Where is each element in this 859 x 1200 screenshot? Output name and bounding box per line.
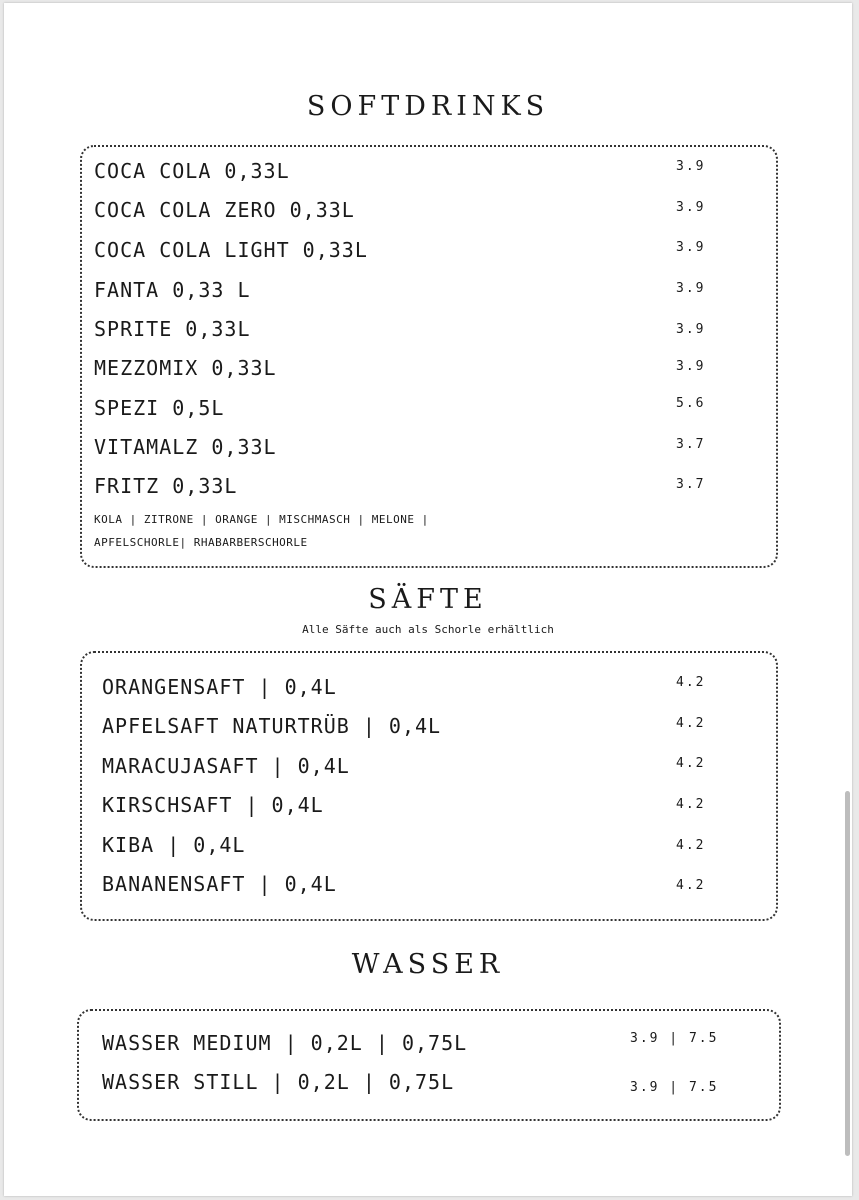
- item-name: COCA COLA ZERO 0,33L: [94, 198, 355, 222]
- item-price: 3.9: [676, 240, 706, 255]
- item-name: SPEZI 0,5L: [94, 396, 225, 420]
- menu-item: [82, 198, 776, 228]
- item-name: KIRSCHSAFT | 0,4L: [102, 793, 324, 817]
- menu-page: [4, 3, 852, 1196]
- item-name: SPRITE 0,33L: [94, 317, 251, 341]
- item-name: KIBA | 0,4L: [102, 833, 246, 857]
- section-subtitle-saefte: Alle Säfte auch als Schorle erhältlich: [302, 623, 554, 636]
- menu-item: [82, 356, 776, 386]
- saefte-box: [80, 651, 778, 921]
- menu-item: [79, 1070, 779, 1100]
- item-price: 4.2: [676, 878, 706, 893]
- item-price: 3.9 | 7.5: [630, 1031, 719, 1046]
- menu-item: [82, 793, 776, 823]
- item-name: WASSER STILL | 0,2L | 0,75L: [102, 1070, 455, 1094]
- softdrinks-note-line2: APFELSCHORLE| RHABARBERSCHORLE: [94, 536, 308, 549]
- item-price: 3.7: [676, 437, 706, 452]
- menu-item: [82, 754, 776, 784]
- item-name: COCA COLA 0,33L: [94, 159, 290, 183]
- menu-item: [82, 675, 776, 705]
- item-price: 4.2: [676, 797, 706, 812]
- item-price: 4.2: [676, 675, 706, 690]
- item-price: 3.9: [676, 159, 706, 174]
- item-name: APFELSAFT NATURTRÜB | 0,4L: [102, 714, 442, 738]
- menu-item: [82, 435, 776, 465]
- item-name: FRITZ 0,33L: [94, 474, 238, 498]
- item-price: 3.9: [676, 359, 706, 374]
- item-name: WASSER MEDIUM | 0,2L | 0,75L: [102, 1031, 468, 1055]
- menu-item: [82, 159, 776, 189]
- item-price: 3.9: [676, 200, 706, 215]
- menu-item: [82, 872, 776, 902]
- section-title-softdrinks: SOFTDRINKS: [306, 91, 550, 122]
- wasser-box: [77, 1009, 781, 1121]
- item-price: 5.6: [676, 396, 706, 411]
- item-price: 3.9: [676, 281, 706, 296]
- item-name: MEZZOMIX 0,33L: [94, 356, 277, 380]
- item-name: COCA COLA LIGHT 0,33L: [94, 238, 368, 262]
- menu-item: [82, 278, 776, 308]
- item-name: FANTA 0,33 L: [94, 278, 251, 302]
- scrollbar[interactable]: [845, 791, 850, 1156]
- menu-item: [82, 833, 776, 863]
- item-price: 4.2: [676, 838, 706, 853]
- item-price: 3.9: [676, 322, 706, 337]
- softdrinks-note-line1: KOLA | ZITRONE | ORANGE | MISCHMASCH | MELONE |: [94, 513, 429, 526]
- menu-item: [82, 474, 776, 504]
- menu-item: [82, 396, 776, 426]
- item-price: 3.7: [676, 477, 706, 492]
- item-name: ORANGENSAFT | 0,4L: [102, 675, 337, 699]
- item-price: 4.2: [676, 756, 706, 771]
- menu-item: [79, 1031, 779, 1061]
- menu-item: [82, 317, 776, 347]
- item-name: MARACUJASAFT | 0,4L: [102, 754, 350, 778]
- menu-item: [82, 238, 776, 268]
- item-name: VITAMALZ 0,33L: [94, 435, 277, 459]
- section-title-wasser: WASSER: [351, 949, 505, 980]
- item-price: 4.2: [676, 716, 706, 731]
- menu-item: [82, 714, 776, 744]
- section-title-saefte: SÄFTE: [368, 584, 488, 615]
- item-price: 3.9 | 7.5: [630, 1080, 719, 1095]
- item-name: BANANENSAFT | 0,4L: [102, 872, 337, 896]
- softdrinks-box: [80, 145, 778, 568]
